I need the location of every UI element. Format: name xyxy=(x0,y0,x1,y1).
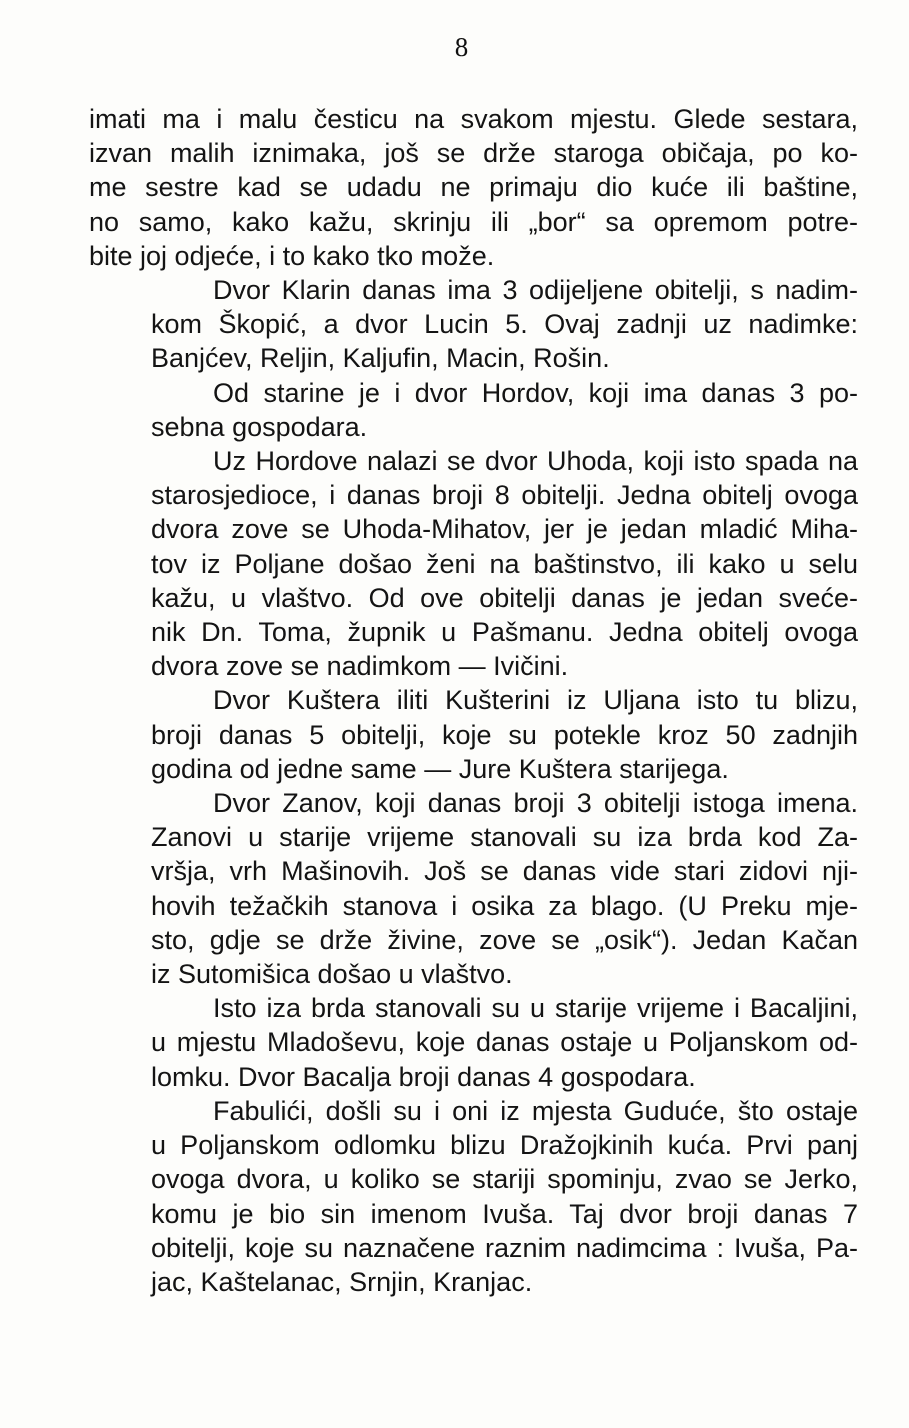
paragraph-bacaljini xyxy=(89,991,858,1094)
text-line: Uz Hordove nalazi se dvor Uhoda, koji isto spada na xyxy=(213,446,858,477)
text-line: kom Škopić, a dvor Lucin 5. Ovaj zadnji uz nadimke: xyxy=(151,309,858,340)
text-line: komu je bio sin imenom Ivuša. Taj dvor broji danas 7 xyxy=(151,1198,858,1229)
text-line: sebna gospodara. xyxy=(151,411,368,442)
text-line: sto, gdje se drže živine, zove se „osik“). Jedan Kačan xyxy=(151,924,858,955)
text-line: ovoga dvora, u koliko se stariji spominju, zvao se Jerko, xyxy=(151,1164,858,1195)
text-line: godina od jedne same — Jure Kuštera starijega. xyxy=(151,753,729,784)
paragraph-sister-customs xyxy=(89,102,858,273)
text-line: u mjestu Mladoševu, koje danas ostaje u Poljanskom od- xyxy=(151,1027,858,1058)
text-line: broji danas 5 obitelji, koje su potekle kroz 50 zadnjih xyxy=(151,719,858,750)
text-line: imati ma i malu česticu na svakom mjestu. Glede sestara, xyxy=(89,104,858,134)
body-text xyxy=(89,102,858,1299)
text-line: Dvor Kuštera iliti Kušterini iz Uljana isto tu blizu, xyxy=(213,685,858,716)
text-line: u Poljanskom odlomku blizu Dražojkinih kuća. Prvi panj xyxy=(151,1130,858,1161)
paragraph-dvor-hordov xyxy=(89,376,858,444)
text-line: starosjedioce, i danas broji 8 obitelji. Jedna obitelj ovoga xyxy=(151,480,858,511)
text-line: vršja, vrh Mašinovih. Još se danas vide stari zidovi nji- xyxy=(151,856,858,887)
text-line: Zanovi u starije vrijeme stanovali su iza brda kod Za- xyxy=(151,822,858,853)
text-line: hovih težačkih stanova i osika za blago. (U Preku mje- xyxy=(151,890,858,921)
paragraph-dvor-zanov xyxy=(89,786,858,991)
page-number: 8 xyxy=(454,32,469,62)
text-line: Dvor Zanov, koji danas broji 3 obitelji istoga imena. xyxy=(213,788,858,819)
text-line: Od starine je i dvor Hordov, koji ima danas 3 po- xyxy=(213,377,858,408)
text-line: lomku. Dvor Bacalja broji danas 4 gospodara. xyxy=(151,1061,696,1092)
text-line: jac, Kaštelanac, Srnjin, Kranjac. xyxy=(151,1266,533,1297)
text-line: kažu, u vlaštvo. Od ove obitelji danas je jedan sveće- xyxy=(151,582,858,613)
text-line: tov iz Poljane došao ženi na baštinstvo, ili kako u selu xyxy=(151,548,858,579)
text-line: Isto iza brda stanovali su u starije vrijeme i Bacaljini, xyxy=(213,993,858,1024)
text-line: izvan malih iznimaka, još se drže staroga običaja, po ko- xyxy=(89,138,858,169)
text-line: no samo, kako kažu, skrinju ili „bor“ sa opremom potre- xyxy=(89,206,858,237)
paragraph-dvor-kustera xyxy=(89,683,858,786)
text-line: Fabulići, došli su i oni iz mjesta Guduće, što ostaje xyxy=(213,1095,858,1126)
paragraph-dvor-uhoda xyxy=(89,444,858,683)
text-line: dvora zove se nadimkom — Ivičini. xyxy=(151,651,569,682)
text-line: nik Dn. Toma, župnik u Pašmanu. Jedna obitelj ovoga xyxy=(151,617,858,648)
text-line: Dvor Klarin danas ima 3 odijeljene obitelji, s nadim- xyxy=(213,275,858,306)
text-line: me sestre kad se udadu ne primaju dio kuće ili baštine, xyxy=(89,172,858,203)
text-line: iz Sutomišica došao u vlaštvo. xyxy=(151,959,513,990)
text-line: dvora zove se Uhoda-Mihatov, jer je jedan mladić Miha- xyxy=(151,514,858,545)
paragraph-fabulici xyxy=(89,1094,858,1299)
text-line: obitelji, koje su naznačene raznim nadimcima : Ivuša, Pa- xyxy=(151,1232,858,1263)
text-line: bite joj odjeće, i to kako tko može. xyxy=(89,240,495,271)
paragraph-dvor-klarin xyxy=(89,273,858,376)
text-line: Banjćev, Reljin, Kaljufin, Macin, Rošin. xyxy=(151,343,610,374)
